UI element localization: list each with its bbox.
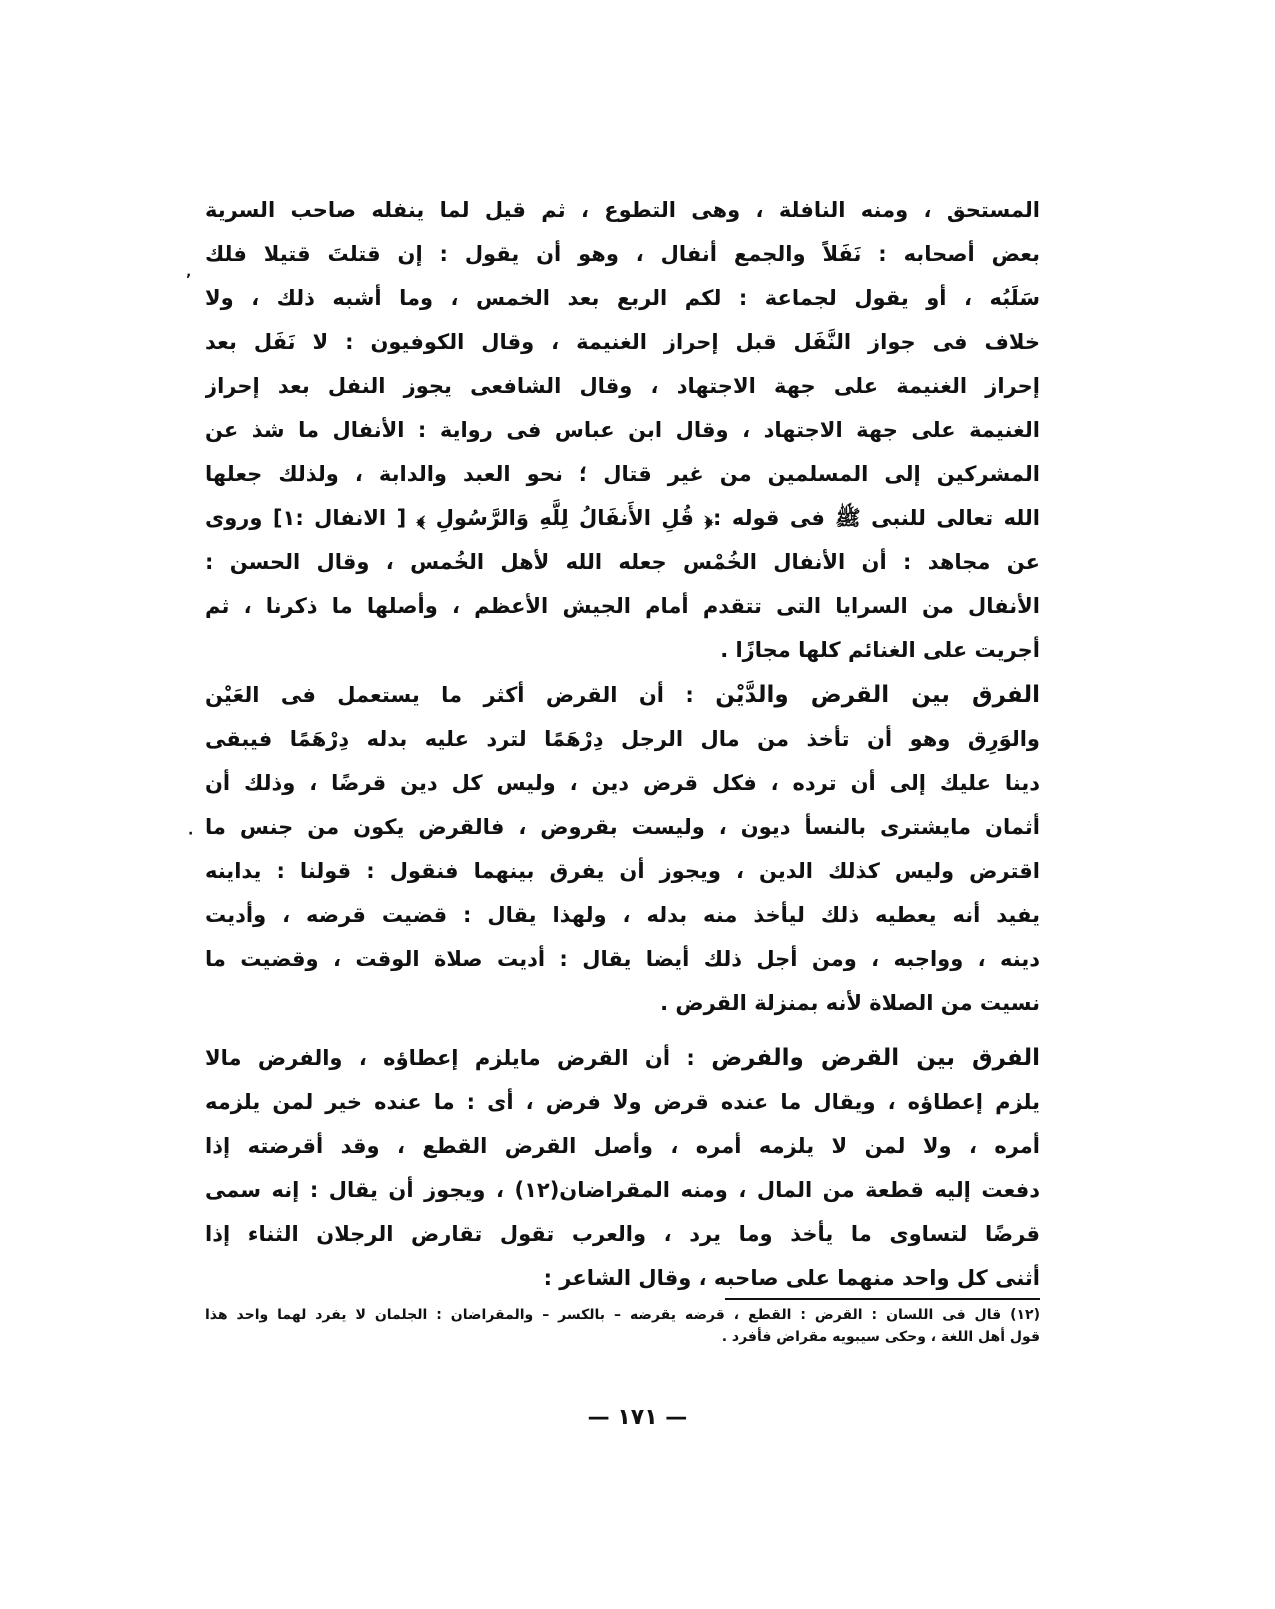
line-text: والوَرِق وهو أن تأخذ من مال الرجل دِرْهَمًا لترد عليه بدله دِرْهَمًا فيبقى: [205, 727, 1040, 751]
text-line: [205, 981, 1040, 1025]
paragraph-difference-loan-debt: [205, 673, 1040, 1025]
text-line: [205, 893, 1040, 937]
text-line: [205, 276, 1040, 320]
text-line: [205, 1036, 1040, 1080]
line-text: يفيد أنه يعطيه ذلك ليأخذ منه بدله ، ولهذا يقال : قضيت قرضه ، وأديت: [205, 903, 1040, 927]
text-line: [205, 1256, 1040, 1300]
line-text: نسيت من الصلاة لأنه بمنزلة القرض .: [660, 991, 1040, 1015]
text-line: [205, 937, 1040, 981]
text-line: [205, 761, 1040, 805]
line-text: إحراز الغنيمة على جهة الاجتهاد ، وقال الشافعى يجوز النفل بعد إحراز: [205, 374, 1040, 398]
line-text: : أن القرض مايلزم إعطاؤه ، والفرض مالا: [205, 1046, 695, 1070]
line-text: سَلَبُه ، أو يقول لجماعة : لكم الربع بعد الخمس ، وما أشبه ذلك ، ولا: [205, 286, 1040, 310]
footnote-separator: [725, 1298, 1040, 1300]
text-line: [205, 540, 1040, 584]
text-line: [205, 1168, 1040, 1212]
text-line: [205, 673, 1040, 717]
line-text: اقترض وليس كذلك الدين ، ويجوز أن يفرق بينهما فنقول : قولنا : يداينه: [205, 859, 1040, 883]
line-text: أثمان مايشترى بالنسأ ديون ، وليست بقروض ، فالقرض يكون من جنس ما: [205, 815, 1040, 839]
line-text: الغنيمة على جهة الاجتهاد ، وقال ابن عباس فى رواية : الأنفال ما شذ عن: [205, 418, 1040, 442]
text-line: [205, 408, 1040, 452]
scan-speck: ʼ: [186, 272, 192, 288]
line-text: الأنفال من السرايا التى تتقدم أمام الجيش الأعظم ، وأصلها ما ذكرنا ، ثم: [205, 594, 1040, 618]
text-line: [205, 1080, 1040, 1124]
text-line: [205, 805, 1040, 849]
line-text: دينه ، وواجبه ، ومن أجل ذلك أيضا يقال : أديت صلاة الوقت ، وقضيت ما: [205, 947, 1040, 971]
section-heading: الفرق بين القرض والدَّيْن: [715, 682, 1040, 708]
text-line: [205, 320, 1040, 364]
paragraph-1: [205, 188, 1040, 672]
footnote: [205, 1304, 1040, 1348]
text-line: [205, 717, 1040, 761]
line-text: أمره ، ولا لمن لا يلزمه أمره ، وأصل القرض القطع ، وقد أقرضته إذا: [205, 1134, 1040, 1158]
footnote-line: قول أهل اللغة ، وحكى سيبويه مقراض فأفرد .: [721, 1329, 1040, 1345]
line-text: : أن القرض أكثر ما يستعمل فى العَيْن: [205, 683, 694, 707]
line-text: دفعت إليه قطعة من المال ، ومنه المقراضان(١٢) ، ويجوز أن يقال : إنه سمى: [205, 1178, 1040, 1202]
line-text: يلزم إعطاؤه ، ويقال ما عنده قرض ولا فرض ، أى : ما عنده خير لمن يلزمه: [205, 1090, 1040, 1114]
text-line: [205, 1124, 1040, 1168]
text-line: [205, 364, 1040, 408]
line-text: دينا عليك إلى أن ترده ، فكل قرض دين ، وليس كل دين قرضًا ، وذلك أن: [205, 771, 1040, 795]
line-text: أجريت على الغنائم كلها مجازًا .: [720, 638, 1040, 662]
section-heading: الفرق بين القرض والفرض: [711, 1045, 1040, 1071]
line-text: خلاف فى جواز النَّفَل قبل إحراز الغنيمة ، وقال الكوفيون : لا نَفَل بعد: [205, 330, 1040, 354]
line-text: قرضًا لتساوى ما يأخذ وما يرد ، والعرب تقول تقارض الرجلان الثناء إذا: [205, 1222, 1040, 1246]
footnote-line: (١٢) قال فى اللسان : القرض : القطع ، قرضه يقرضه – بالكسر – والمقراضان : الجلمان لا يفرد لهما واحد هذا: [205, 1307, 1040, 1323]
line-text: الله تعالى للنبى ﷺ فى قوله :﴿ قُلِ الأَنفَالُ لِلَّهِ وَالرَّسُولِ ﴾ [ الانفال :١] وروى: [205, 506, 1040, 530]
text-line: [205, 496, 1040, 540]
page-number: — ١٧١ —: [587, 1405, 688, 1430]
line-text: المستحق ، ومنه النافلة ، وهى التطوع ، ثم قيل لما ينفله صاحب السرية: [205, 198, 1040, 222]
text-line: [205, 849, 1040, 893]
line-text: المشركين إلى المسلمين من غير قتال ؛ نحو العبد والدابة ، ولذلك جعلها: [205, 462, 1040, 486]
line-text: أثنى كل واحد منهما على صاحبه ، وقال الشاعر :: [543, 1266, 1040, 1290]
line-text: بعض أصحابه : نَفَلاً والجمع أنفال ، وهو أن يقول : إن قتلتَ قتيلا فلك: [205, 242, 1040, 266]
text-line: [205, 584, 1040, 628]
text-line: [205, 1212, 1040, 1256]
paragraph-difference-loan-obligation: [205, 1036, 1040, 1300]
line-text: عن مجاهد : أن الأنفال الخُمْس جعله الله لأهل الخُمس ، وقال الحسن :: [205, 550, 1040, 574]
text-line: [205, 628, 1040, 672]
text-line: [205, 232, 1040, 276]
scan-speck: ·: [188, 826, 194, 842]
text-line: [205, 188, 1040, 232]
text-line: [205, 452, 1040, 496]
